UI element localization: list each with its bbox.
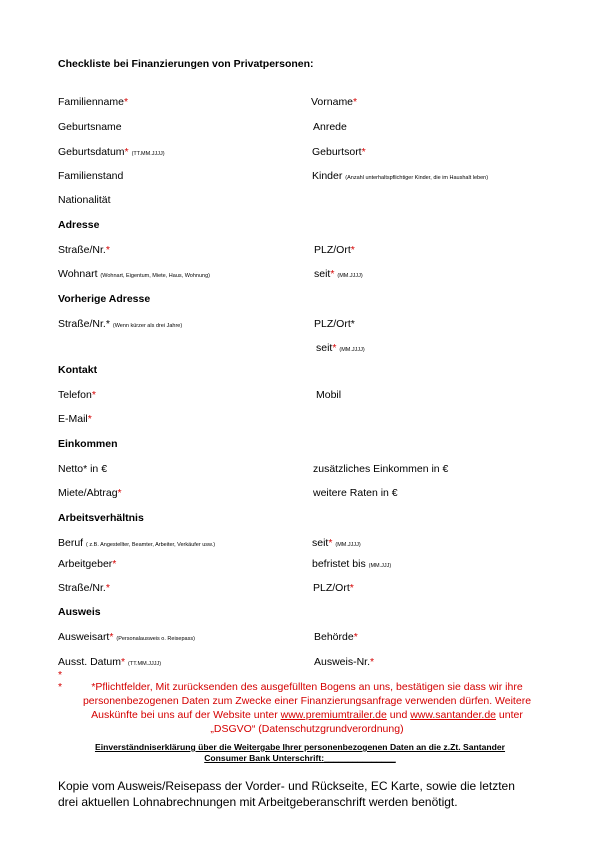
label-befristet: befristet bis (MM.JJJ) bbox=[312, 558, 392, 570]
label-behoerde: Behörde* bbox=[314, 631, 358, 643]
label-zus-einkommen: zusätzliches Einkommen in € bbox=[313, 463, 449, 475]
label-anrede: Anrede bbox=[313, 121, 347, 133]
section-ausweis: Ausweis bbox=[58, 606, 101, 618]
consent-line-2: Consumer Bank Unterschrift:_______________ bbox=[204, 753, 396, 763]
section-einkommen: Einkommen bbox=[58, 438, 118, 450]
label-miete: Miete/Abtrag* bbox=[58, 487, 122, 499]
footnote-line-2: personenbezogenen Daten zum Zwecke einer Finanzierungsanfrage verwenden dürfen. Weitere bbox=[82, 695, 532, 707]
label-arbeitgeber: Arbeitgeber* bbox=[58, 558, 117, 570]
label-ausweis-nr: Ausweis-Nr.* bbox=[314, 656, 375, 668]
label-seit: seit* (MM.JJJJ) bbox=[314, 268, 363, 280]
label-ausst-datum: Ausst. Datum* (TT.MM.JJJJ) bbox=[58, 656, 162, 668]
label-beruf: Beruf ( z.B. Angestellter, Beamter, Arbeiter, Verkäufer usw.) bbox=[58, 537, 216, 549]
label-plz-ort: PLZ/Ort* bbox=[314, 244, 355, 256]
footnote-marker: * bbox=[58, 669, 63, 681]
label-vorherige-plz-ort: PLZ/Ort* bbox=[314, 318, 355, 330]
label-familienstand: Familienstand bbox=[58, 170, 124, 182]
footnote-line-3: Auskünfte bei uns auf der Website unter www.premiumtrailer.de und www.santander.de unter bbox=[91, 709, 523, 721]
label-vorherige-seit: seit* (MM.JJJJ) bbox=[316, 342, 365, 354]
label-vorherige-strasse: Straße/Nr.* (Wenn kürzer als drei Jahre) bbox=[58, 318, 183, 330]
label-familienname: Familienname* bbox=[58, 96, 129, 108]
label-arbeit-strasse: Straße/Nr.* bbox=[58, 582, 110, 594]
link-santander[interactable]: www.santander.de bbox=[410, 709, 497, 721]
label-netto: Netto* in € bbox=[58, 463, 108, 475]
section-arbeitsverhaeltnis: Arbeitsverhältnis bbox=[58, 512, 144, 524]
consent-statement bbox=[60, 742, 540, 764]
label-wohnart: Wohnart (Wohnart, Eigentum, Miete, Haus, Wohnung) bbox=[58, 268, 210, 280]
footnote-line-1: *Pflichtfelder, Mit zurücksenden des ausgefüllten Bogens an uns, bestätigen sie dass wir ihre bbox=[91, 681, 523, 693]
label-vorname: Vorname* bbox=[311, 96, 358, 108]
footnote-marker-2: * bbox=[58, 681, 63, 693]
label-kinder: Kinder (Anzahl unterhaltspflichtiger Kinder, die im Haushalt leben) bbox=[312, 170, 489, 182]
label-arbeit-plz-ort: PLZ/Ort* bbox=[313, 582, 354, 594]
closing-line-1: Kopie vom Ausweis/Reisepass der Vorder- und Rückseite, EC Karte, sowie die letzten bbox=[58, 779, 515, 793]
consent-line-1: Einverständniserklärung über die Weitergabe Ihrer personenbezogenen Daten an die z.Zt. Santander bbox=[94, 742, 506, 752]
section-kontakt: Kontakt bbox=[58, 364, 98, 376]
closing-line-2: drei aktuellen Lohnabrechnungen mit Arbeitgeberanschrift werden benötigt. bbox=[58, 795, 458, 809]
section-vorherige-adresse: Vorherige Adresse bbox=[58, 293, 151, 305]
section-adresse: Adresse bbox=[58, 219, 100, 231]
footnote-line-4: „DSGVO“ (Datenschutzgrundverordnung) bbox=[210, 723, 404, 735]
label-email: E-Mail* bbox=[58, 413, 92, 425]
label-weitere-raten: weitere Raten in € bbox=[313, 487, 398, 499]
label-geburtsdatum: Geburtsdatum* (TT.MM.JJJJ) bbox=[58, 146, 165, 158]
label-strasse: Straße/Nr.* bbox=[58, 244, 110, 256]
label-geburtsname: Geburtsname bbox=[58, 121, 122, 133]
label-arbeit-seit: seit* (MM.JJJJ) bbox=[312, 537, 361, 549]
label-ausweisart: Ausweisart* (Personalausweis o. Reisepass) bbox=[58, 631, 195, 643]
footnote-text bbox=[66, 680, 548, 736]
label-telefon: Telefon* bbox=[58, 389, 96, 401]
label-mobil: Mobil bbox=[316, 389, 342, 401]
closing-note bbox=[58, 778, 548, 810]
label-nationalitaet: Nationalität bbox=[58, 194, 111, 206]
link-premiumtrailer[interactable]: www.premiumtrailer.de bbox=[280, 709, 387, 721]
label-geburtsort: Geburtsort* bbox=[312, 146, 366, 158]
page-title: Checkliste bei Finanzierungen von Privatpersonen: bbox=[58, 58, 314, 70]
